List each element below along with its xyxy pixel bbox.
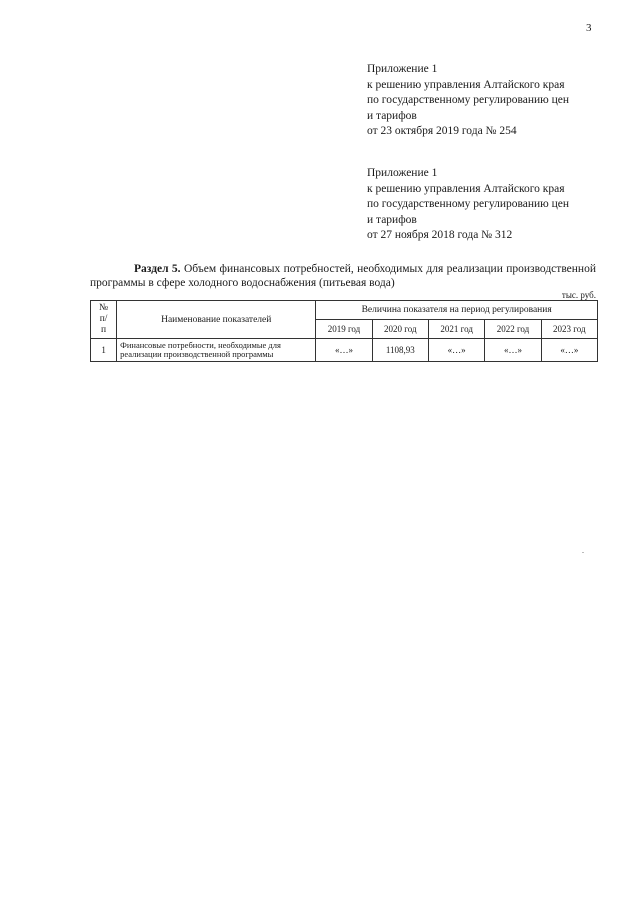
row-indicator-name: Финансовые потребности, необходимые для реализации производственной программы <box>117 339 316 362</box>
header-number <box>91 301 117 339</box>
row-number: 1 <box>91 339 117 362</box>
row-value: «…» <box>316 339 372 362</box>
row-value: «…» <box>428 339 484 362</box>
header-year: 2020 год <box>372 320 428 339</box>
appendix-previous-block <box>367 166 569 244</box>
appendix-previous-line: от 27 ноября 2018 года № 312 <box>367 229 513 241</box>
header-number-line: п <box>101 325 107 335</box>
appendix-previous-line: и тарифов <box>367 213 417 226</box>
appendix-previous-line: Приложение 1 <box>367 167 438 179</box>
financial-needs-table <box>90 300 598 362</box>
table-row <box>91 339 598 362</box>
header-year: 2022 год <box>485 320 541 339</box>
section-label: Раздел 5. <box>134 263 181 275</box>
header-year: 2019 год <box>316 320 372 339</box>
units-label: тыс. руб. <box>561 290 596 300</box>
header-year: 2023 год <box>541 320 597 339</box>
appendix-previous-line: по государственному регулированию цен <box>367 198 570 210</box>
appendix-current-line: Приложение 1 <box>367 63 438 75</box>
header-number-line: п/ <box>99 314 108 324</box>
appendix-current-line: к решению управления Алтайского края <box>367 78 565 91</box>
row-value: «…» <box>485 339 541 362</box>
section-title: Объем финансовых потребностей, необходимых для реализации производственной программы в сфере холодного водоснабжения (питьевая вода) <box>90 263 596 289</box>
header-indicator-name: Наименование показателей <box>117 301 316 339</box>
appendix-current-block <box>367 62 569 140</box>
header-regulation-period: Величина показателя на период регулирования <box>316 301 598 320</box>
page-number: 3 <box>586 22 592 34</box>
header-year: 2021 год <box>428 320 484 339</box>
appendix-previous-line: к решению управления Алтайского края <box>367 182 565 195</box>
section-heading <box>90 262 596 290</box>
row-value: 1108,93 <box>372 339 428 362</box>
scan-artifact <box>582 552 584 553</box>
appendix-current-line: и тарифов <box>367 109 417 122</box>
appendix-current-line: по государственному регулированию цен <box>367 94 570 106</box>
appendix-current-line: от 23 октября 2019 года № 254 <box>367 125 517 137</box>
row-value: «…» <box>541 339 597 362</box>
header-number-line: № <box>99 303 109 313</box>
